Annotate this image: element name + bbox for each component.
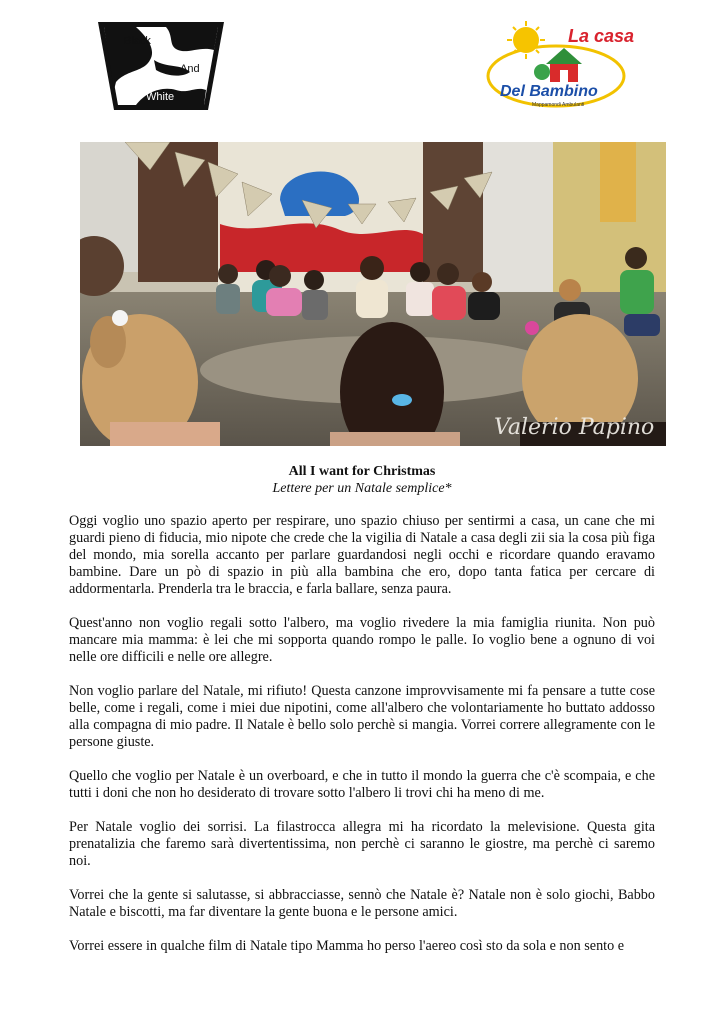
paragraph: Vorrei che la gente si salutasse, si abbracciasse, sennò che Natale è? Natale non è solo giochi, Babbo Natale e biscotti, ma far diventare la gente buona e le persone amici. — [69, 887, 655, 920]
document-subtitle: Lettere per un Natale semplice* — [272, 481, 452, 496]
paragraph: Non voglio parlare del Natale, mi rifiuto! Questa canzone improvvisamente mi fa pensare a tutte cose belle, come i regali, come i miei due nipotini, come all'albero che volontariamente ho buttato addosso alla compagna di mio padre. Il Natale è bello solo perchè si mangia. Vorrei correre allegramente con le persone giuste. — [69, 683, 655, 750]
black-and-white-logo-graphic — [96, 20, 226, 112]
paragraph: Quello che voglio per Natale è un overboard, e che in tutto il mondo la guerra che c'è scompaia, e che tutti i doni che non ho desiderato di trovare sotto l'albero li trovi chi ha meno di me. — [69, 768, 655, 801]
children-circle-photo — [80, 142, 666, 446]
paragraph: Oggi voglio uno spazio aperto per respirare, uno spazio chiuso per sentirmi a casa, un cane che mi guardi pieno di fiducia, mio nipote che crede che la vigilia di Natale a casa degli zii sia la cosa più figa del mondo, mia sorella accanto per parlare guardandosi negli occhi e ricordare quando eravamo bambine. Dare un pò di spazio in più alla bambina che ero, dopo tanta fatica per cercare di addormentarla. Prenderla tra le braccia, e farla ballare, senza paura. — [69, 513, 655, 597]
la-casa-del-bambino-logo — [484, 18, 636, 110]
document-body — [69, 513, 655, 972]
logo-right-line2: Del Bambino — [500, 83, 598, 100]
logo-right-tagline: Mappamondi Ambulanti — [532, 102, 585, 108]
logo-left-line2: And — [180, 63, 200, 75]
photo-scene — [80, 142, 666, 446]
paragraph: Per Natale voglio dei sorrisi. La filastrocca allegra mi ha ricordato la melevisione. Questa gita prenatalizia che faremo sarà divertentissima, non perchè ci saranno le giostre, ma perchè ci saremo noi. — [69, 819, 655, 869]
document-title: All I want for Christmas — [288, 464, 436, 479]
logo-left-line1: Black — [124, 35, 151, 47]
logo-left-line3: White — [146, 91, 175, 103]
black-and-white-logo — [96, 20, 226, 112]
paragraph: Vorrei essere in qualche film di Natale tipo Mamma ho perso l'aereo così sto da sola e non sento e — [69, 938, 625, 954]
logo-right-line1: La casa — [568, 26, 635, 46]
paragraph: Quest'anno non voglio regali sotto l'albero, ma voglio rivedere la mia famiglia riunita. Non può mancare mia mamma: è lei che mi sopporta quando rompo le palle. Io voglio bene a ognuno di voi nelle ore difficili e nelle ore allegre. — [69, 615, 655, 665]
photo-watermark: Valerio Papino — [494, 415, 655, 440]
la-casa-del-bambino-graphic — [484, 18, 636, 110]
